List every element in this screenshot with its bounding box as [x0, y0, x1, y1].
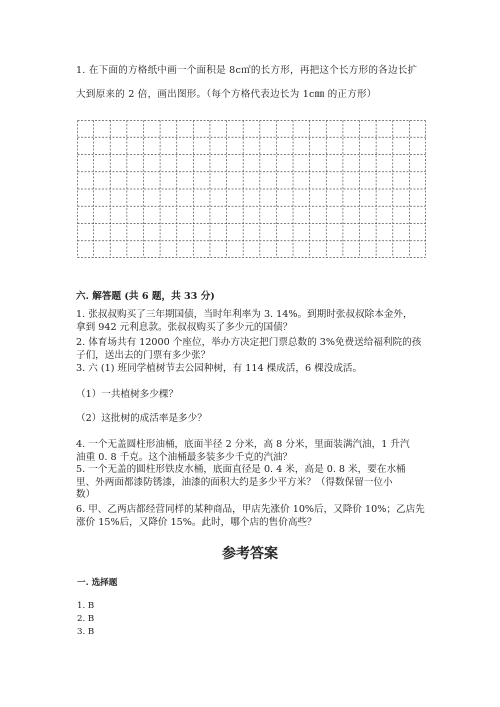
grid-paper: [77, 120, 426, 258]
question-1-line-1: 1. 在下面的方格纸中画一个面积是 8c㎡的长方形，再把这个长方形的各边长扩: [76, 65, 418, 76]
answer-3: 3. B: [77, 627, 95, 637]
answer-2: 2. B: [77, 614, 95, 624]
problem-3: 3. 六 (1) 班同学植树节去公园种树，有 114 棵成活，6 棵没成活。: [76, 363, 363, 374]
problem-4: [76, 439, 426, 464]
problem-1-line-1: 1. 张叔叔购买了三年期国债，当时年利率为 3. 14%。到期时张叔叔除本金外，: [76, 309, 413, 320]
problem-5-line-1: 5. 一个无盖的圆柱形铁皮水桶，底面直径是 0. 4 米，高是 0. 8 米，要在水桶: [76, 464, 406, 475]
section-6-title: 六. 解答题 (共 6 题，共 33 分): [76, 291, 215, 302]
problem-3-part-2: （2）这批树的成活率是多少？: [76, 413, 207, 424]
problem-1: [76, 309, 426, 334]
problem-2-line-1: 2. 体育场共有 12000 个座位，举办方决定把门票总数的 3%免费送给福利院的孩: [76, 337, 422, 348]
problem-3-part-1: （1）一共植树多少棵？: [76, 389, 179, 400]
problem-5-line-3: 数）: [76, 489, 96, 500]
problem-5-line-2: 里、外两面都漆防锈漆，油漆的面积大约是多少平方米？（得数保留一位小: [76, 476, 393, 488]
problem-2-line-2: 子们，送出去的门票有多少张？: [76, 349, 211, 361]
answer-1: 1. B: [77, 601, 95, 611]
problem-6-line-2: 涨价 15%后，又降价 15%。此时，哪个店的售价高些？: [76, 516, 317, 528]
answers-title: 参考答案: [222, 546, 278, 562]
question-1-line-2: 大到原来的 2 倍，画出图形。（每个方格代表边长为 1c㎜ 的正方形）: [76, 89, 377, 100]
grid-svg: [77, 120, 426, 258]
problem-4-line-1: 4. 一个无盖圆柱形油桶，底面半径 2 分米，高 8 分米，里面装满汽油，1 升汽: [76, 439, 410, 450]
problem-5: [76, 464, 426, 502]
problem-2: [76, 337, 426, 362]
problem-6: [76, 504, 426, 529]
problem-6-line-1: 6. 甲、乙两店都经营同样的某种商品，甲店先涨价 10%后，又降价 10%；乙店先: [76, 504, 425, 515]
answers-section-1-title: 一. 选择题: [77, 578, 118, 588]
problem-1-line-2: 拿到 942 元利息款。张叔叔购买了多少元的国债？: [76, 321, 293, 333]
problem-4-line-2: 油重 0. 8 千克。这个油桶最多装多少千克的汽油？: [76, 451, 293, 463]
